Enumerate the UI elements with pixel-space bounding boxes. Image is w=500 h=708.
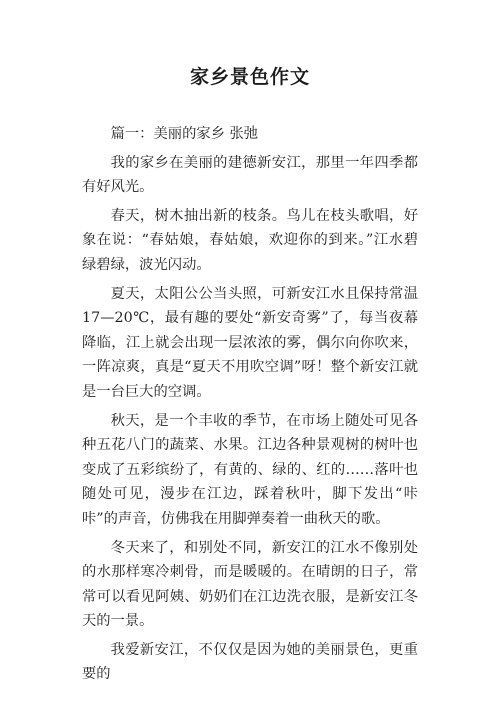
section-heading: 篇一：美丽的家乡 张弛 [110,126,259,142]
document-title: 家乡景色作文 [189,66,310,88]
paragraph-autumn: 秋天，是一个丰收的季节，在市场上随处可见各种五花八门的蔬菜、水果。江边各种景观树的树叶也变成了五彩缤纷了，有黄的、绿的、红的……落叶也随处可见，漫步在江边，踩着秋叶，脚下发出“咔咔”的声音，仿佛我在用脚弹奏着一曲秋天的歌。 [82,412,418,527]
paragraph-summer: 夏天，太阳公公当头照，可新安江水且保持常温17—20℃，最有趣的要处“新安奇雾”了，每当夜幕降临，江上就会出现一层浓浓的雾，偶尔向你吹来，一阵凉爽，真是“夏天不用吹空调”呀！整个新安江就是一台巨大的空调。 [82,285,418,400]
paragraph-winter: 冬天来了，和别处不同，新安江的江水不像别处的水那样寒冷刺骨，而是暖暖的。在晴朗的日子，常常可以看见阿姨、奶奶们在江边洗衣服，是新安江冬天的一景。 [82,539,418,630]
paragraph-spring: 春天，树木抽出新的枝条。鸟儿在枝头歌唱，好象在说：“春姑娘，春姑娘，欢迎你的到来。”江水碧绿碧绿，波光闪动。 [82,207,418,273]
document-body [82,122,418,687]
paragraph-closing: 我爱新安江，不仅仅是因为她的美丽景色，更重要的 [82,641,418,683]
paragraph-intro: 我的家乡在美丽的建德新安江，那里一年四季都有好风光。 [82,154,418,196]
